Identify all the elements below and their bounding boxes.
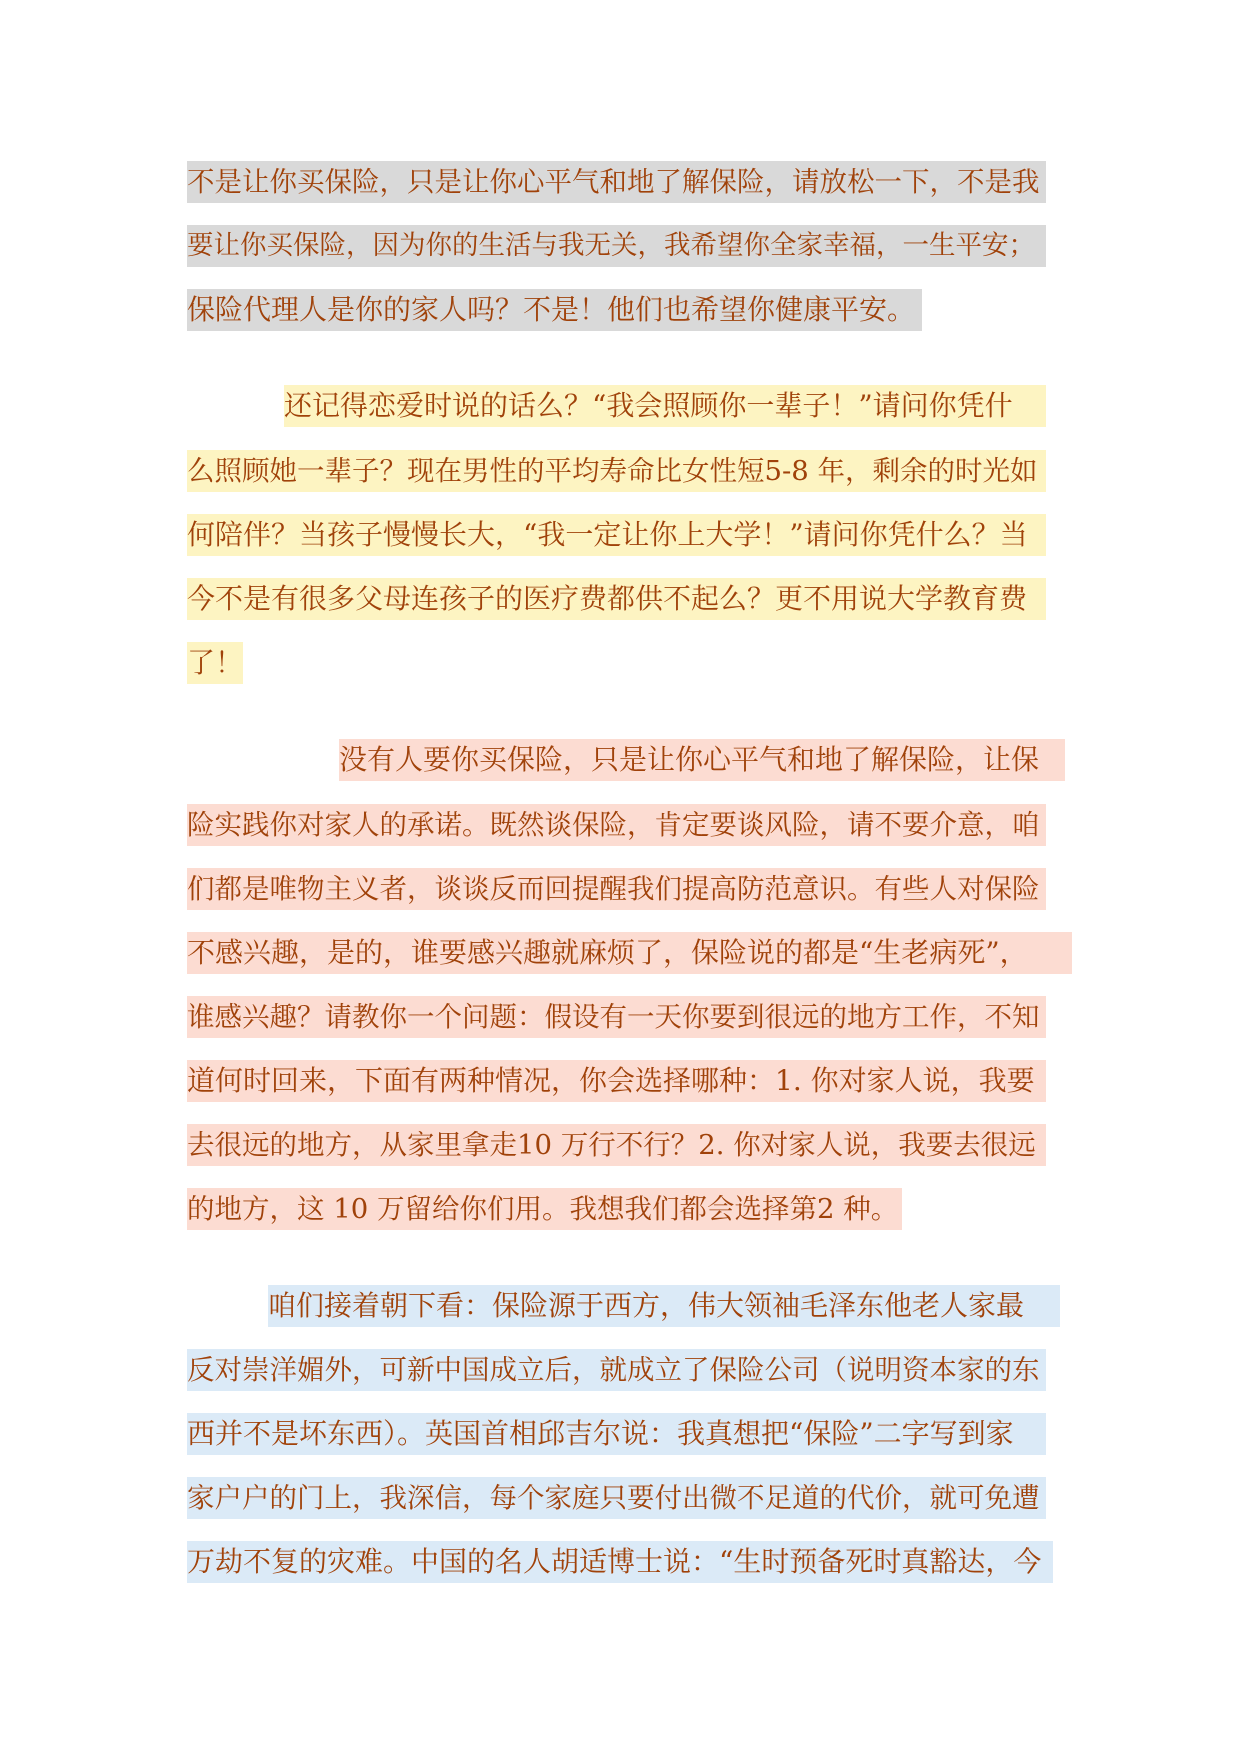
paragraph-line: 险实践你对家人的承诺。既然谈保险，肯定要谈风险，请不要介意，咱	[187, 804, 1046, 846]
paragraph-line: 没有人要你买保险，只是让你心平气和地了解保险，让保	[339, 739, 1065, 781]
paragraph-line: 保险代理人是你的家人吗？不是！他们也希望你健康平安。	[187, 289, 922, 331]
paragraph-line: 的地方，这 10 万留给你们用。我想我们都会选择第2 种。	[187, 1188, 902, 1230]
paragraph-line: 何陪伴？当孩子慢慢长大，“我一定让你上大学！”请问你凭什么？当	[187, 514, 1046, 556]
paragraph-line: 了！	[187, 642, 243, 684]
paragraph-line: 们都是唯物主义者，谈谈反而回提醒我们提高防范意识。有些人对保险	[187, 868, 1046, 910]
paragraph-line: 道何时回来，下面有两种情况，你会选择哪种：1. 你对家人说，我要	[187, 1060, 1046, 1102]
paragraph-line: 不感兴趣，是的，谁要感兴趣就麻烦了，保险说的都是“生老病死”，	[187, 932, 1072, 974]
paragraph-line: 咱们接着朝下看：保险源于西方，伟大领袖毛泽东他老人家最	[268, 1285, 1060, 1327]
paragraph-line: 今不是有很多父母连孩子的医疗费都供不起么？更不用说大学教育费	[187, 578, 1046, 620]
paragraph-line: 么照顾她一辈子？现在男性的平均寿命比女性短5-8 年，剩余的时光如	[187, 450, 1046, 492]
paragraph-line: 要让你买保险，因为你的生活与我无关，我希望你全家幸福，一生平安；	[187, 225, 1046, 267]
paragraph-line: 反对崇洋媚外，可新中国成立后，就成立了保险公司（说明资本家的东	[187, 1349, 1046, 1391]
paragraph-line: 家户户的门上，我深信，每个家庭只要付出微不足道的代价，就可免遭	[187, 1477, 1046, 1519]
paragraph-line: 万劫不复的灾难。中国的名人胡适博士说：“生时预备死时真豁达，今	[187, 1541, 1053, 1583]
paragraph-line: 去很远的地方，从家里拿走10 万行不行？2. 你对家人说，我要去很远	[187, 1124, 1046, 1166]
paragraph-line: 西并不是坏东西）。英国首相邱吉尔说：我真想把“保险”二字写到家	[187, 1413, 1046, 1455]
paragraph-line: 不是让你买保险，只是让你心平气和地了解保险，请放松一下，不是我	[187, 161, 1046, 203]
paragraph-line: 还记得恋爱时说的话么？“我会照顾你一辈子！”请问你凭什	[284, 385, 1046, 427]
paragraph-line: 谁感兴趣？请教你一个问题：假设有一天你要到很远的地方工作，不知	[187, 996, 1046, 1038]
